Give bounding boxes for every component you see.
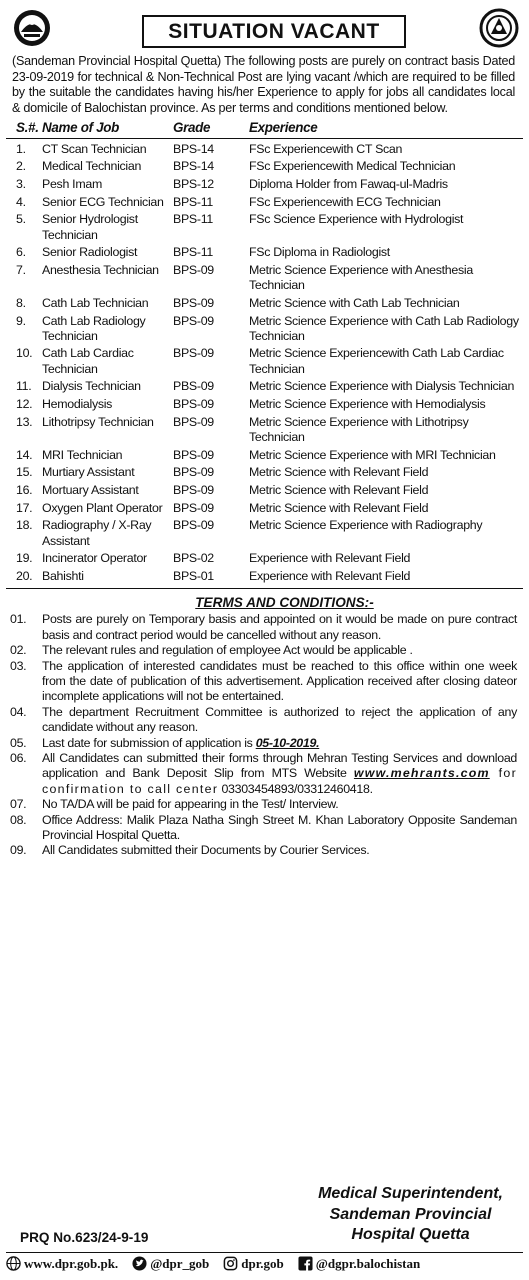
row-experience: Metric Science Experience with MRI Technician bbox=[249, 447, 496, 462]
terms-item-text bbox=[42, 751, 523, 797]
row-job: CT Scan Technician bbox=[42, 141, 147, 156]
footer-facebook-text: @dgpr.balochistan bbox=[315, 1255, 421, 1271]
page-title: SITUATION VACANT bbox=[168, 19, 380, 43]
row-sn: 20. bbox=[16, 568, 33, 583]
mts-website-link[interactable]: www.mehrants.com bbox=[353, 766, 490, 781]
row-experience: Metric Science with Relevant Field bbox=[249, 465, 429, 480]
table-row bbox=[6, 192, 523, 210]
terms-item-text bbox=[42, 705, 523, 736]
row-job: Oxygen Plant Operator bbox=[42, 500, 163, 515]
row-experience: Metric Science with Cath Lab Technician bbox=[249, 295, 460, 310]
row-sn: 18. bbox=[16, 518, 33, 533]
table-row bbox=[6, 210, 523, 243]
table-row bbox=[6, 498, 523, 516]
instagram-icon bbox=[223, 1256, 238, 1271]
row-experience: Metric Science Experience with Anesthesia Technician bbox=[249, 263, 473, 293]
table-row bbox=[6, 261, 523, 294]
terms-item-text bbox=[42, 659, 523, 705]
row-grade: BPS-12 bbox=[173, 177, 214, 192]
row-experience: Metric Science Experience with Cath Lab Radiology Technician bbox=[249, 313, 519, 343]
terms-item-number: 01. bbox=[10, 612, 27, 627]
header-sn: S.#. bbox=[6, 118, 42, 139]
row-job: Mortuary Assistant bbox=[42, 483, 139, 497]
row-sn: 4. bbox=[16, 194, 26, 209]
row-job: Incinerator Operator bbox=[42, 551, 147, 566]
footer-instagram-text: dpr.gob bbox=[241, 1255, 284, 1271]
row-experience: FSc Experiencewith Medical Technician bbox=[249, 159, 456, 174]
table-row bbox=[6, 481, 523, 499]
terms-item-number: 04. bbox=[10, 704, 27, 719]
row-job: Dialysis Technician bbox=[42, 379, 141, 394]
row-experience: Metric Science with Relevant Field bbox=[249, 483, 429, 497]
row-sn: 12. bbox=[16, 397, 33, 412]
header-job: Name of Job bbox=[42, 118, 173, 139]
header bbox=[6, 4, 523, 54]
terms-item bbox=[6, 612, 523, 643]
terms-title: TERMS AND CONDITIONS:- bbox=[195, 595, 374, 611]
terms-item-text bbox=[42, 797, 523, 812]
government-seal-icon bbox=[479, 8, 519, 48]
row-grade: BPS-14 bbox=[173, 159, 214, 174]
table-row bbox=[6, 157, 523, 175]
footer-website[interactable] bbox=[6, 1256, 118, 1272]
row-grade: BPS-14 bbox=[173, 141, 214, 156]
row-grade: BPS-09 bbox=[173, 447, 214, 462]
row-job: Senior ECG Technician bbox=[42, 194, 164, 209]
row-experience: FSc Science Experience with Hydrologist bbox=[249, 212, 464, 227]
table-row bbox=[6, 243, 523, 261]
row-grade: BPS-11 bbox=[173, 245, 213, 260]
terms-item bbox=[6, 643, 523, 658]
terms-item bbox=[6, 813, 523, 844]
terms-item bbox=[6, 797, 523, 812]
footer-social-bar bbox=[6, 1252, 523, 1274]
row-sn: 3. bbox=[16, 177, 26, 192]
row-job: Cath Lab Technician bbox=[42, 295, 149, 310]
terms-item-number: 08. bbox=[10, 812, 27, 827]
row-experience: FSc Diploma in Radiologist bbox=[249, 245, 390, 260]
row-experience: Metric Science Experience with Lithotripsy Technician bbox=[249, 414, 469, 444]
terms-item-body: Office Address: Malik Plaza Natha Singh Street M. Khan Laboratory Opposite Sandeman Provincial Hospital Quetta. bbox=[42, 812, 517, 843]
terms-item-text bbox=[42, 643, 523, 658]
row-sn: 6. bbox=[16, 245, 26, 260]
prq-number: PRQ No.623/24-9-19 bbox=[20, 1230, 149, 1245]
row-sn: 13. bbox=[16, 414, 33, 429]
row-sn: 9. bbox=[16, 313, 26, 328]
row-job: Medical Technician bbox=[42, 159, 142, 174]
row-experience: Metric Science Experiencewith Cath Lab Cardiac Technician bbox=[249, 346, 504, 376]
table-row bbox=[6, 139, 523, 157]
terms-item-number: 06. bbox=[10, 751, 27, 765]
table-row bbox=[6, 463, 523, 481]
row-experience: Metric Science Experience with Hemodialysis bbox=[249, 397, 486, 412]
footer-twitter[interactable] bbox=[132, 1256, 209, 1272]
intro-paragraph: (Sandeman Provincial Hospital Quetta) The following posts are purely on contract basis Dated 23-09-2019 for technical & Non-Technical Post are lying vacant /which are required to be filled by the suitable the candidates having his/her Experience to apply for jobs all candidates local & domicile of Balochistan province. As per terms and conditions mentioned below. bbox=[12, 54, 515, 115]
row-grade: BPS-09 bbox=[173, 483, 214, 497]
row-grade: BPS-09 bbox=[173, 397, 214, 412]
row-job: Murtiary Assistant bbox=[42, 465, 135, 480]
row-sn: 19. bbox=[16, 551, 33, 566]
row-sn: 1. bbox=[16, 141, 26, 156]
row-grade: BPS-09 bbox=[173, 346, 214, 361]
twitter-icon bbox=[132, 1256, 147, 1271]
terms-item-text bbox=[42, 813, 523, 844]
row-sn: 7. bbox=[16, 263, 26, 277]
terms-item-body: All Candidates can submitted their forms through Mehran Testing Services and download application and Bank Deposit Slip from MTS Website bbox=[42, 751, 517, 781]
terms-item-body: The application of interested candidates must be reached to this office within one week from the date of publication of this advertisement. Application received after closing dateor incomplete applications will not be entertained. bbox=[42, 658, 517, 704]
row-grade: BPS-09 bbox=[173, 518, 214, 533]
signature-line-2: Sandeman Provincial bbox=[329, 1205, 492, 1223]
row-grade: BPS-11 bbox=[173, 194, 213, 209]
last-date: 05-10-2019. bbox=[255, 735, 320, 750]
terms-item bbox=[6, 843, 523, 858]
table-row bbox=[6, 395, 523, 413]
table-row bbox=[6, 445, 523, 463]
row-grade: BPS-09 bbox=[173, 465, 214, 480]
row-sn: 8. bbox=[16, 295, 26, 310]
advertisement-page bbox=[6, 4, 523, 1272]
footer-twitter-text: @dpr_gob bbox=[150, 1255, 210, 1271]
terms-list bbox=[6, 612, 523, 859]
row-job: Anesthesia Technician bbox=[42, 263, 159, 277]
table-header-row bbox=[6, 118, 523, 139]
row-grade: BPS-09 bbox=[173, 263, 214, 277]
terms-item-body: No TA/DA will be paid for appearing in the Test/ Interview. bbox=[42, 797, 339, 812]
row-grade: BPS-01 bbox=[173, 568, 214, 583]
terms-item-body: The relevant rules and regulation of employee Act would be applicable . bbox=[42, 643, 413, 658]
header-experience: Experience bbox=[249, 118, 523, 139]
terms-item-body: Last date for submission of application is bbox=[42, 735, 256, 750]
table-row bbox=[6, 294, 523, 312]
table-row bbox=[6, 516, 523, 549]
row-grade: BPS-09 bbox=[173, 313, 214, 328]
table-row bbox=[6, 377, 523, 395]
row-job: Cath Lab Cardiac Technician bbox=[42, 346, 134, 376]
terms-item-number: 09. bbox=[10, 843, 27, 858]
row-grade: BPS-09 bbox=[173, 500, 214, 515]
row-grade: BPS-09 bbox=[173, 414, 214, 429]
signature-block bbox=[318, 1184, 503, 1246]
row-experience: FSc Experiencewith CT Scan bbox=[249, 141, 403, 156]
terms-item-number: 07. bbox=[10, 797, 27, 812]
terms-item-text bbox=[42, 612, 523, 643]
table-row bbox=[6, 175, 523, 193]
terms-item-text bbox=[42, 736, 523, 751]
row-job: Radiography / X-Ray Assistant bbox=[42, 518, 152, 548]
row-job: Bahishti bbox=[42, 568, 84, 583]
row-grade: PBS-09 bbox=[173, 379, 214, 394]
terms-item-number: 05. bbox=[10, 735, 27, 750]
row-grade: BPS-11 bbox=[173, 212, 213, 227]
row-experience: Metric Science Experience with Dialysis Technician bbox=[249, 379, 515, 394]
row-job: Senior Hydrologist Technician bbox=[42, 212, 138, 242]
signature-line-3: Hospital Quetta bbox=[351, 1226, 470, 1243]
row-job: Senior Radiologist bbox=[42, 245, 138, 260]
terms-item bbox=[6, 705, 523, 736]
call-center-phones: 03303454893/03312460418. bbox=[221, 781, 373, 796]
row-grade: BPS-09 bbox=[173, 295, 214, 310]
row-job: Lithotripsy Technician bbox=[42, 414, 154, 429]
terms-item-body: Posts are purely on Temporary basis and appointed on it would be made on pure contract basis and contract period would be cancelled without any reason. bbox=[42, 612, 517, 642]
row-experience: Experience with Relevant Field bbox=[249, 551, 411, 566]
jobs-table bbox=[6, 118, 523, 584]
footer-facebook[interactable] bbox=[298, 1256, 420, 1272]
row-job: Cath Lab Radiology Technician bbox=[42, 313, 146, 343]
table-row bbox=[6, 412, 523, 445]
row-job: Hemodialysis bbox=[42, 397, 113, 412]
table-row bbox=[6, 549, 523, 567]
row-experience: Experience with Relevant Field bbox=[249, 568, 411, 583]
header-grade: Grade bbox=[173, 118, 249, 139]
row-sn: 17. bbox=[16, 500, 33, 515]
terms-item-number: 03. bbox=[10, 658, 27, 673]
signature-line-1: Medical Superintendent, bbox=[318, 1185, 503, 1202]
row-experience: Metric Science with Relevant Field bbox=[249, 500, 429, 515]
table-row bbox=[6, 311, 523, 344]
terms-item-number: 02. bbox=[10, 643, 27, 658]
table-row bbox=[6, 344, 523, 377]
table-bottom-rule bbox=[6, 588, 523, 589]
row-experience: Diploma Holder from Fawaq-ul-Madris bbox=[249, 177, 448, 192]
row-sn: 15. bbox=[16, 465, 33, 480]
terms-item bbox=[6, 736, 523, 751]
terms-item-body: All Candidates submitted their Documents by Courier Services. bbox=[42, 843, 370, 858]
row-sn: 16. bbox=[16, 483, 33, 497]
row-experience: Metric Science Experience with Radiography bbox=[249, 518, 483, 533]
row-sn: 2. bbox=[16, 159, 26, 174]
row-sn: 11. bbox=[16, 379, 32, 394]
row-sn: 14. bbox=[16, 447, 33, 462]
terms-item bbox=[6, 659, 523, 705]
table-row bbox=[6, 567, 523, 585]
row-job: Pesh Imam bbox=[42, 177, 102, 192]
title-box bbox=[142, 15, 406, 48]
facebook-icon bbox=[298, 1256, 313, 1271]
confirmation-text: for confirmation to call center bbox=[42, 766, 517, 796]
footer-instagram[interactable] bbox=[223, 1256, 284, 1272]
row-experience: FSc Experiencewith ECG Technician bbox=[249, 194, 441, 209]
terms-item-body: The department Recruitment Committee is authorized to reject the application of any candidate without any reason. bbox=[42, 704, 517, 735]
row-grade: BPS-02 bbox=[173, 551, 214, 566]
row-job: MRI Technician bbox=[42, 447, 123, 462]
terms-item-text bbox=[42, 843, 523, 858]
terms-item bbox=[6, 751, 523, 797]
balochistan-emblem-icon bbox=[12, 8, 52, 48]
row-sn: 10. bbox=[16, 346, 33, 361]
row-sn: 5. bbox=[16, 212, 26, 227]
jobs-table-body bbox=[6, 139, 523, 584]
globe-icon bbox=[6, 1256, 21, 1271]
footer-website-text: www.dpr.gob.pk. bbox=[24, 1255, 119, 1271]
